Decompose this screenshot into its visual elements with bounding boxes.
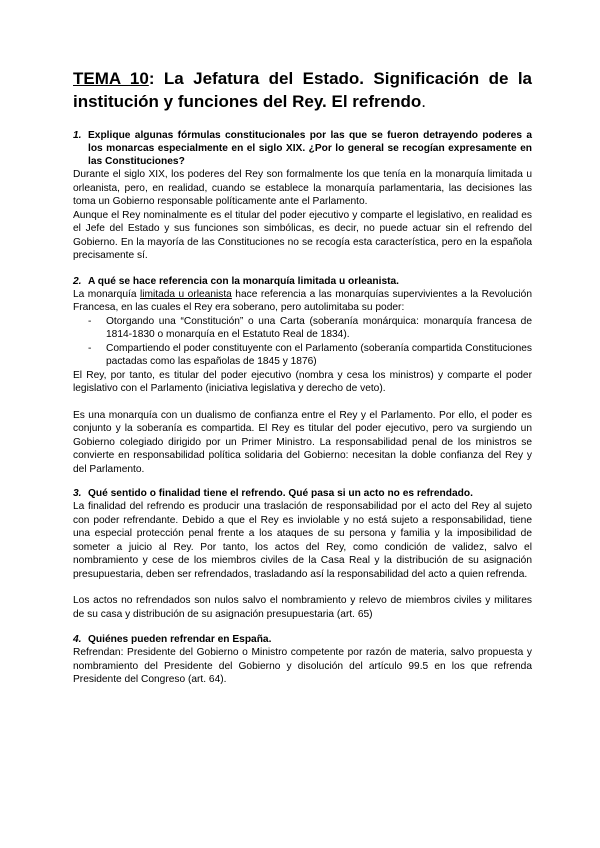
answer-1-paragraph-1: Durante el siglo XIX, los poderes del Rey son formalmente los que tenía en la monarquía limitada u orleanista, pero, en realidad, cuando se establece la monarquía parlamentaria, las decisiones las toma un Gobierno responsable políticamente ante el Parlamento. — [73, 169, 532, 207]
title-text: : La Jefatura del Estado. Significación de la institución y funciones del Rey. El refrendo — [73, 69, 532, 111]
title-tema: TEMA 10 — [73, 69, 149, 88]
question-3-number: 3. — [73, 488, 82, 499]
spacer — [73, 581, 532, 594]
answer-2-list — [73, 315, 532, 369]
answer-2-paragraph-2: Es una monarquía con un dualismo de confianza entre el Rey y el Parlamento. Por ello, el poder es conjunto y la soberanía es compartida. El Rey es titular del poder ejecutivo, pero va surgiendo un Gobierno colegiado dirigido por un Primer Ministro. La responsabilidad penal de los ministros se convierte en responsabilidad política solidaria del Gobierno: necesitan la doble confianza del Rey y del Parlamento. — [73, 409, 532, 475]
question-4-number: 4. — [73, 634, 82, 645]
question-1-number: 1. — [73, 130, 82, 141]
question-3 — [73, 487, 532, 500]
list-item: - Compartiendo el poder constituyente con el Parlamento (soberanía compartida Constituciones pactadas como las españolas de 1845 y 1876) — [86, 342, 532, 369]
question-1 — [73, 129, 532, 168]
question-3-text: Qué sentido o finalidad tiene el refrendo. Qué pasa si un acto no es refrendado. — [88, 488, 473, 499]
answer-2-paragraph-1: El Rey, por tanto, es titular del poder ejecutivo (nombra y cesa los ministros) y comparte el poder legislativo con el Parlamento (iniciativa legislativa y derecho de veto). — [73, 369, 532, 394]
answer-3-paragraph-1: La finalidad del refrendo es producir una traslación de responsabilidad por el acto del Rey al sujeto con poder refrendante. Debido a que el Rey es inviolable y no está sujeto a responsabilidad, tiene una especial protección penal frente a los ataques de su persona y familia y la imposibilidad de someter a juicio al Rey. Por tanto, los actos del Rey, como condición de validez, salvo el nombramiento y cese de los miembros civiles de la Casa Real y la distribución de su asignación presupuestaria, deben ser refrendados, trasladando así la responsabilidad del acto a quien refrenda. — [73, 501, 532, 580]
answer-2-intro-underlined: limitada u orleanista — [139, 288, 232, 300]
list-item: - Otorgando una “Constitución” o una Carta (soberanía monárquica: monarquía francesa de 1814-1830 o monarquía en el Estatuto Real de 1834). — [86, 315, 532, 342]
question-2 — [73, 275, 532, 288]
answer-2-intro-end: hace referencia a las monarquías supervivientes a la Revolución Francesa, en las cuales el Rey era soberano, pero autolimitaba su poder: — [73, 288, 533, 313]
question-2-number: 2. — [73, 275, 82, 287]
answer-2-intro-start: La monarquía — [73, 288, 140, 300]
title-period: . — [421, 92, 426, 111]
answer-2-intro — [73, 288, 532, 315]
spacer — [73, 396, 532, 409]
answer-4-paragraph-1: Refrendan: Presidente del Gobierno o Ministro competente por razón de materia, salvo propuesta y nombramiento del Presidente del Gobierno y disolución del artículo 99.5 en los que refrenda Presidente del Congreso (art. 64). — [73, 647, 532, 685]
answer-3-paragraph-2: Los actos no refrendados son nulos salvo el nombramiento y relevo de miembros civiles y militares de su casa y distribución de su asignación presupuestaria (art. 65) — [73, 595, 532, 620]
question-4-text: Quiénes pueden refrendar en España. — [88, 634, 272, 645]
question-2-text: A qué se hace referencia con la monarquía limitada u orleanista. — [88, 275, 400, 287]
question-4 — [73, 633, 532, 646]
answer-1-paragraph-2: Aunque el Rey nominalmente es el titular del poder ejecutivo y comparte el legislativo, en realidad es el Jefe del Estado y sus funciones son simbólicas, es decir, no puede actuar sin el refrendo del Gobierno. En la mayoría de las Constituciones no se recogía esta característica, pero en la española precisamente sí. — [73, 209, 532, 261]
question-1-text: Explique algunas fórmulas constitucionales por las que se fueron detrayendo poderes a los monarcas especialmente en el siglo XIX. ¿Por lo general se recogían expresamente en las Constituciones? — [88, 130, 532, 167]
page-title — [73, 0, 532, 113]
